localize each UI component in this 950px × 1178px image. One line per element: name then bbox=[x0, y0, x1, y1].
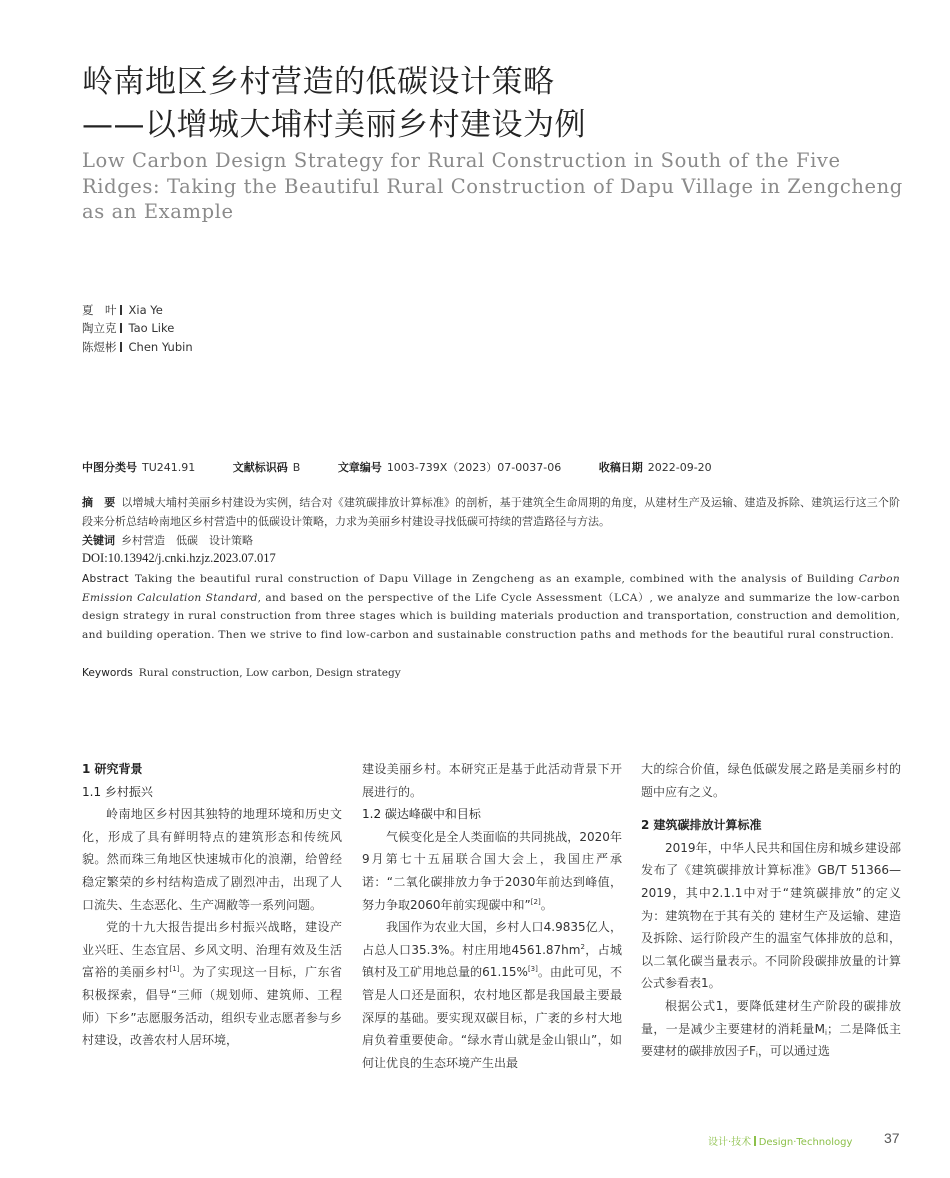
received-date-label: 收稿日期 bbox=[598, 461, 643, 474]
body-column-2 bbox=[362, 758, 622, 1074]
keywords-en-text: Rural construction, Low carbon, Design strategy bbox=[138, 667, 401, 679]
title-en: Low Carbon Design Strategy for Rural Construction in South of the Five Ridges: Taking the Beautiful Rural Construction of Dapu Village in Zengcheng as an Example bbox=[82, 149, 903, 223]
author-en: Tao Like bbox=[128, 321, 175, 335]
citation: [2] bbox=[530, 897, 541, 906]
page-number: 37 bbox=[884, 1130, 900, 1146]
clc-label: 中图分类号 bbox=[82, 461, 137, 474]
body-column-3 bbox=[641, 758, 901, 1063]
article-no-label: 文章编号 bbox=[337, 461, 382, 474]
author-1 bbox=[82, 302, 163, 318]
subsection-heading: 1.1 乡村振兴 bbox=[82, 784, 153, 799]
received-date-value: 2022-09-20 bbox=[647, 461, 712, 474]
keywords-cn-label: 关键词 bbox=[82, 534, 115, 547]
paragraph: 党的十九大报告提出乡村振兴战略，建设产业兴旺、生态宜居、乡风文明、治理有效及生活富裕的美丽乡村[1]。为了实现这一目标，广东省积极探索，倡导“三师（规划师、建筑师、工程师）下乡”志愿服务活动，组织专业志愿者参与乡村建设，改善农村人居环境， bbox=[82, 920, 342, 1048]
paragraph: 气候变化是全人类面临的共同挑战，2020年9月第七十五届联合国大会上，我国庄严承诺：“二氧化碳排放力争于2030年前达到峰值，努力争取2060年前实现碳中和”[2]。 bbox=[362, 829, 622, 912]
keywords-cn bbox=[82, 532, 900, 551]
article-meta bbox=[82, 459, 717, 475]
paragraph: 岭南地区乡村因其独特的地理环境和历史文化，形成了具有鲜明特点的建筑形态和传统风貌。然而珠三角地区快速城市化的浪潮，给曾经稳定繁荣的乡村结构造成了剧烈冲击，出现了人口流失、生态恶化、生产凋敝等一系列问题。 bbox=[82, 807, 342, 912]
subsection-heading: 1.2 碳达峰碳中和目标 bbox=[362, 807, 481, 822]
superscript: 2 bbox=[580, 942, 585, 951]
abstract-en-text-2: , and based on the perspective of the Life Cycle Assessment（LCA）, we analyze and summarize the low-carbon design strategy in rural construction from three stages which is building materials production and transportation, construction and demolition, and building operation. Then we strive to find low-carbon and sustainable construction paths and methods for the beautiful rural construction. bbox=[82, 591, 900, 642]
section-heading: 2 建筑碳排放计算标准 bbox=[641, 818, 762, 833]
footer-en: Design·Technology bbox=[758, 1137, 853, 1148]
citation: [1] bbox=[169, 965, 180, 974]
doc-value: B bbox=[292, 461, 301, 474]
title-cn-line1: 岭南地区乡村营造的低碳设计策略 bbox=[82, 64, 555, 100]
article-no-value: 1003-739X（2023）07-0037-06 bbox=[386, 461, 562, 474]
paragraph-continued: 建设美丽乡村。本研究正是基于此活动背景下开展进行的。 bbox=[362, 762, 622, 799]
author-3 bbox=[82, 339, 193, 355]
paragraph: 我国作为农业大国，乡村人口4.9835亿人，占总人口35.3%。村庄用地$4561.87hm^2$，占城镇村及工矿用地总量的61.15%[3]。由此可见，不管是人口还是面积，农村地区都是我国最主要最深厚的基础。要实现双碳目标，广袤的乡村大地肩负着重要使命。“绿水青山就是金山银山”，如何让优良的生态环境产生出最 bbox=[362, 920, 622, 1070]
section-heading: 1 研究背景 bbox=[82, 762, 143, 776]
abstract-en-standard-name: Carbon Emission Calculation Standard bbox=[82, 573, 900, 604]
paragraph-continued: 大的综合价值，绿色低碳发展之路是美丽乡村的题中应有之义。 bbox=[641, 762, 901, 799]
title-cn-line2: ——以增城大埔村美丽乡村建设为例 bbox=[82, 107, 586, 143]
footer-cn: 设计·技术 bbox=[708, 1137, 752, 1148]
running-footer bbox=[708, 1133, 852, 1148]
clc-value: TU241.91 bbox=[142, 461, 196, 474]
author-en: Xia Ye bbox=[128, 303, 163, 317]
author-cn: 陶立克 bbox=[82, 321, 117, 335]
body-column-1 bbox=[82, 758, 342, 1052]
author-cn: 陈煜彬 bbox=[82, 340, 117, 354]
paragraph: 2019年，中华人民共和国住房和城乡建设部发布了《建筑碳排放计算标准》GB/T 51366—2019，其中2.1.1中对于“建筑碳排放”的定义为：建筑物在于其有关的 建材生产及运输、建造及拆除、运行阶段产生的温室气体排放的总和，以二氧化碳当量表示。不同阶段碳排放量的计算公式参看表1。 bbox=[641, 840, 901, 991]
citation: [3] bbox=[527, 965, 538, 974]
keywords-en-label: Keywords bbox=[82, 667, 133, 679]
abstract-en-text-1: Taking the beautiful rural construction of Dapu Village in Zengcheng as an example, combined with the analysis of Building bbox=[134, 573, 859, 585]
author-2 bbox=[82, 320, 174, 336]
keywords-cn-text: 乡村营造 低碳 设计策略 bbox=[121, 534, 253, 547]
abstract-en-label: Abstract bbox=[82, 573, 129, 585]
abstract-cn-label: 摘 要 bbox=[82, 496, 116, 509]
abstract-cn bbox=[82, 494, 900, 531]
keywords-en bbox=[82, 664, 900, 683]
doi: DOI:10.13942/j.cnki.hzjz.2023.07.017 bbox=[82, 551, 276, 565]
abstract-cn-text: 以增城大埔村美丽乡村建设为实例，结合对《建筑碳排放计算标准》的剖析，基于建筑全生命周期的角度，从建材生产及运输、建造及拆除、建筑运行这三个阶段来分析总结岭南地区乡村营造中的低碳设计策略，力求为美丽乡村建设寻找低碳可持续的营造路径与方法。 bbox=[82, 496, 900, 528]
doc-label: 文献标识码 bbox=[232, 461, 288, 474]
abstract-en bbox=[82, 570, 900, 645]
paragraph: 根据公式1，要降低建材生产阶段的碳排放量，一是减少主要建材的消耗量$M_i$；二是降低主要建材的碳排放因子$F_i$，可以通过选 bbox=[641, 998, 901, 1060]
author-en: Chen Yubin bbox=[128, 340, 193, 354]
author-cn: 夏 叶 bbox=[82, 303, 117, 317]
